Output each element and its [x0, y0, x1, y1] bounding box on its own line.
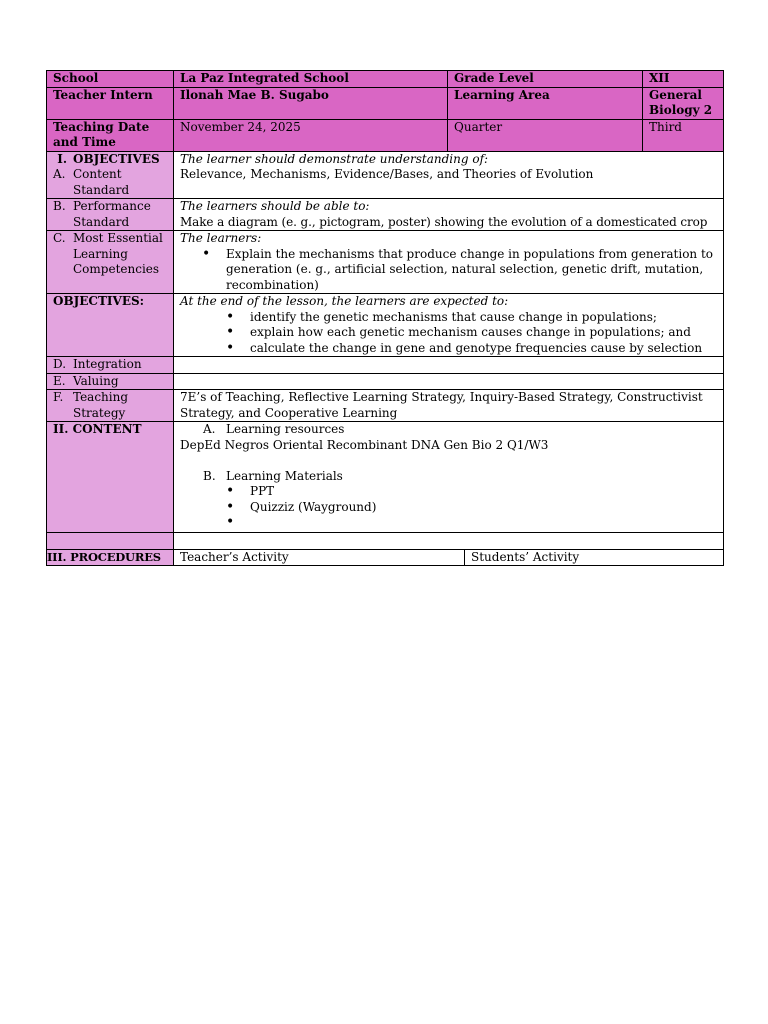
procedures-cell [174, 549, 724, 566]
learning-resources-heading: A. Learning resources [203, 422, 345, 436]
valuing-value [174, 373, 724, 390]
blank-content-cell [174, 532, 724, 549]
valuing-row [47, 373, 724, 390]
integration-label-cell [47, 357, 174, 374]
objectives-label-cell [47, 151, 174, 199]
quarter-value: Third [643, 119, 724, 151]
teaching-date-label: Teaching Date and Time [47, 119, 174, 151]
students-activity-header: Students’ Activity [471, 549, 580, 564]
content-standard-row [47, 151, 724, 199]
header-row-teacher [47, 87, 724, 119]
learning-area-value: General Biology 2 [643, 87, 724, 119]
melc-label: C. Most Essential Learning Competencies [53, 231, 163, 276]
performance-standard-text: Make a diagram (e. g., pictogram, poster) showing the evolution of a domesticated crop [180, 214, 708, 229]
grade-level-value: XII [643, 71, 724, 88]
performance-standard-cell [174, 199, 724, 231]
teacher-value: Ilonah Mae B. Sugabo [174, 87, 448, 119]
teaching-strategy-label: F. Teaching Strategy [53, 390, 129, 420]
lesson-plan-table [46, 70, 724, 566]
content-standard-intro: The learner should demonstrate understanding of: [180, 151, 489, 166]
teaching-strategy-row [47, 390, 724, 422]
spacer [180, 453, 717, 469]
blank-row [47, 532, 724, 549]
school-value: La Paz Integrated School [174, 71, 448, 88]
content-row [47, 422, 724, 533]
list-item: • calculate the change in gene and genotype frequencies cause by selection [180, 341, 717, 357]
performance-standard-label: B. Performance Standard [53, 199, 151, 229]
content-cell [174, 422, 724, 533]
melc-cell [174, 231, 724, 294]
melc-intro: The learners: [180, 231, 262, 245]
lesson-objectives-cell [174, 294, 724, 357]
list-item: • Quizziz (Wayground) [180, 500, 717, 516]
melc-list [180, 247, 717, 294]
teaching-date-value: November 24, 2025 [174, 119, 448, 151]
lesson-objectives-intro: At the end of the lesson, the learners are expected to: [180, 294, 509, 308]
teaching-strategy-label-cell [47, 390, 174, 422]
teaching-strategy-value: 7E’s of Teaching, Reflective Learning Strategy, Inquiry-Based Strategy, Constructivist Strategy, and Cooperative Learning [174, 390, 724, 422]
list-item: • Explain the mechanisms that produce change in populations from generation to generation (e. g., artificial selection, natural selection, genetic drift, mutation, recombination) [180, 247, 717, 294]
procedures-columns [174, 550, 723, 566]
learning-resources-text: DepEd Negros Oriental Recombinant DNA Gen Bio 2 Q1/W3 [180, 437, 549, 452]
learning-area-label: Learning Area [448, 87, 643, 119]
valuing-label-cell [47, 373, 174, 390]
blank-label-cell [47, 532, 174, 549]
integration-label: D. Integration [53, 357, 142, 371]
melc-row [47, 231, 724, 294]
list-item: • PPT [180, 484, 717, 500]
list-item: • explain how each genetic mechanism causes change in populations; and [180, 325, 717, 341]
integration-row [47, 357, 724, 374]
content-standard-text: Relevance, Mechanisms, Evidence/Bases, and Theories of Evolution [180, 167, 594, 181]
learning-materials-heading: B. Learning Materials [203, 468, 343, 483]
teacher-label: Teacher Intern [47, 87, 174, 119]
list-item: • identify the genetic mechanisms that cause change in populations; [180, 310, 717, 326]
quarter-label: Quarter [448, 119, 643, 151]
performance-standard-intro: The learners should be able to: [180, 199, 370, 213]
integration-value [174, 357, 724, 374]
lesson-objectives-list [180, 310, 717, 357]
procedures-row [47, 549, 724, 566]
melc-label-cell [47, 231, 174, 294]
content-heading: II. CONTENT [47, 422, 174, 533]
header-row-school [47, 71, 724, 88]
header-row-date [47, 119, 724, 151]
grade-level-label: Grade Level [448, 71, 643, 88]
lesson-objectives-row [47, 294, 724, 357]
school-label: School [47, 71, 174, 88]
content-standard-cell [174, 151, 724, 199]
performance-standard-label-cell [47, 199, 174, 231]
learning-materials-list [180, 484, 717, 531]
teacher-activity-header: Teacher’s Activity [174, 550, 465, 566]
lesson-objectives-label: OBJECTIVES: [47, 294, 174, 357]
valuing-label: E. Valuing [53, 373, 119, 388]
performance-standard-row [47, 199, 724, 231]
content-standard-label: A. Content Standard [53, 167, 130, 197]
procedures-heading: III. PROCEDURES [47, 549, 174, 566]
list-item [180, 515, 717, 531]
objectives-heading: I. OBJECTIVES [57, 151, 160, 166]
